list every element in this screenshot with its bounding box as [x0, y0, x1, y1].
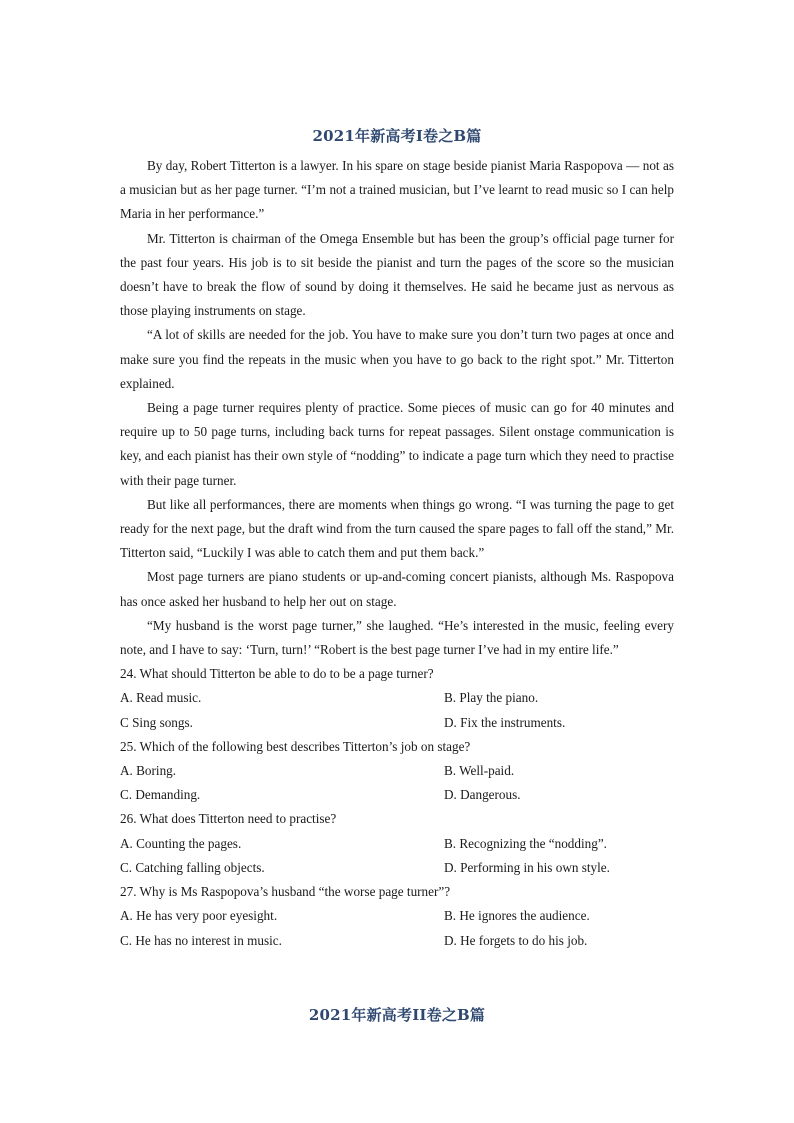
question-25	[120, 735, 674, 808]
option-a: A. Read music.	[120, 690, 202, 706]
option-c: C. Catching falling objects.	[120, 859, 265, 875]
paragraph: Being a page turner requires plenty of practice. Some pieces of music can go for 40 minutes and require up to 50 page turns, including back turns for repeat passages. Silent onstage communication is key, and each pianist has their own style of “nodding” to indicate a page turn which they need to practise with their page turner.	[120, 400, 674, 488]
option-c: C. Demanding.	[120, 787, 201, 803]
option-a: A. Counting the pages.	[120, 835, 242, 851]
question-options	[120, 832, 674, 880]
option-d: D. He forgets to do his job.	[444, 932, 588, 948]
question-text: 26. What does Titterton need to practise?	[120, 811, 337, 827]
option-b: B. Play the piano.	[444, 690, 539, 706]
question-26	[120, 807, 674, 880]
section-heading-first: 2021年新高考I卷之B篇	[312, 127, 482, 145]
option-c: C Sing songs.	[120, 714, 193, 730]
option-b: B. Well-paid.	[444, 763, 515, 779]
section-heading-second: 2021年新高考II卷之B篇	[308, 1006, 486, 1024]
question-text: 24. What should Titterton be able to do to be a page turner?	[120, 666, 434, 682]
paragraph: But like all performances, there are moments when things go wrong. “I was turning the page to get ready for the next page, but the draft wind from the turn caused the spare pages to fall off the stand,” Mr. Titterton said, “Luckily I was able to catch them and put them back.”	[120, 496, 674, 561]
option-d: D. Fix the instruments.	[444, 714, 566, 730]
paragraph: “A lot of skills are needed for the job. You have to make sure you don’t turn two pages at once and make sure you find the repeats in the music when you have to go back to the right spot.” Mr. Titterton explained.	[120, 327, 674, 391]
option-a: A. Boring.	[120, 763, 177, 779]
question-text: 27. Why is Ms Raspopova’s husband “the worse page turner”?	[120, 884, 451, 900]
option-b: B. He ignores the audience.	[444, 908, 590, 924]
option-d: D. Performing in his own style.	[444, 859, 610, 875]
option-d: D. Dangerous.	[444, 787, 521, 803]
option-c: C. He has no interest in music.	[120, 932, 282, 948]
paragraph: Mr. Titterton is chairman of the Omega Ensemble but has been the group’s official page turner for the past four years. His job is to sit beside the pianist and turn the pages of the score so the musician doesn’t have to break the flow of sound by doing it themselves. He said he became just as nervous as those playing instruments on stage.	[120, 230, 674, 319]
paragraph: “My husband is the worst page turner,” she laughed. “He’s interested in the music, feeling every note, and I have to say: ‘Turn, turn!’ “Robert is the best page turner I’ve had in my entire life.”	[120, 617, 674, 658]
question-options	[120, 686, 674, 734]
question-text: 25. Which of the following best describes Titterton’s job on stage?	[120, 738, 471, 754]
option-b: B. Recognizing the “nodding”.	[444, 835, 607, 851]
question-options	[120, 904, 674, 952]
question-24	[120, 662, 674, 735]
option-a: A. He has very poor eyesight.	[120, 908, 278, 924]
question-27	[120, 880, 674, 953]
paragraph: By day, Robert Titterton is a lawyer. In his spare on stage beside pianist Maria Raspopova — not as a musician but as her page turner. “I’m not a trained musician, but I’ve learnt to read music so I can help Maria in her performance.”	[120, 158, 674, 222]
paragraph: Most page turners are piano students or up-and-coming concert pianists, although Ms. Raspopova has once asked her husband to help her out on stage.	[120, 569, 674, 609]
question-options	[120, 759, 674, 807]
passage-body	[120, 154, 674, 953]
